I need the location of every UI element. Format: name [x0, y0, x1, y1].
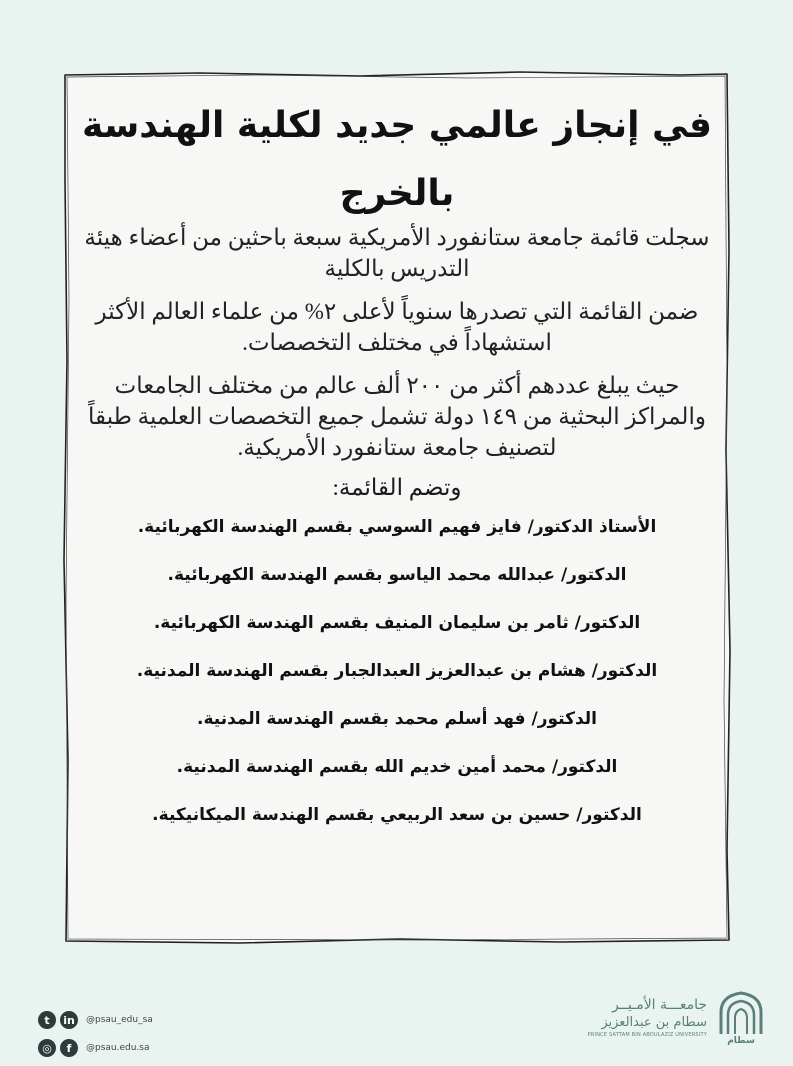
- page-title: [72, 92, 722, 228]
- paragraph-1: سجلت قائمة جامعة ستانفورد الأمريكية سبعة باحثين من أعضاء هيئة التدريس بالكلية: [84, 225, 710, 281]
- announcement-card: [72, 80, 722, 935]
- member-item: الدكتور/ حسين بن سعد الربيعي بقسم الهندسة الميكانيكية.: [152, 805, 642, 825]
- logo-text: [588, 996, 707, 1038]
- social-row-2: [38, 1038, 153, 1058]
- paragraph-3: حيث يبلغ عددهم أكثر من ٢٠٠ ألف عالم من مختلف الجامعات والمراكز البحثية من ١٤٩ دولة تشمل جميع التخصصات العلمية طبقاً لتصنيف جامعة ستانفورد الأمريكية.: [88, 373, 706, 460]
- member-item: الأستاذ الدكتور/ فايز فهيم السوسي بقسم الهندسة الكهربائية.: [137, 517, 657, 537]
- logo-line-3: PRINCE SATTAM BIN ABDULAZIZ UNIVERSITY: [587, 1032, 707, 1038]
- member-item: الدكتور/ ثامر بن سليمان المنيف بقسم الهندسة الكهربائية.: [153, 613, 641, 633]
- university-logo: [585, 990, 765, 1046]
- university-emblem-icon: [717, 990, 765, 1046]
- social-row-1: [38, 1010, 153, 1030]
- logo-mark-text: سطام: [727, 1036, 755, 1046]
- logo-line-2: سطام بن عبدالعزيز: [601, 1015, 707, 1030]
- members-list: [72, 515, 722, 827]
- social-handle-2[interactable]: @psau.edu.sa: [86, 1043, 150, 1053]
- member-item: الدكتور/ عبدالله محمد الياسو بقسم الهندسة الكهربائية.: [167, 565, 627, 585]
- twitter-icon[interactable]: t: [38, 1011, 56, 1029]
- paragraph-2: ضمن القائمة التي تصدرها سنوياً لأعلى ٢% من علماء العالم الأكثر استشهاداً في مختلف التخصصات.: [95, 299, 699, 355]
- linkedin-icon[interactable]: in: [60, 1011, 78, 1029]
- title-line-2: بالخرج: [339, 173, 455, 214]
- member-item: الدكتور/ محمد أمين خديم الله بقسم الهندسة المدنية.: [176, 757, 618, 777]
- instagram-icon[interactable]: ◎: [38, 1039, 56, 1057]
- logo-line-1: جامعـــة الأمـيــر: [611, 997, 707, 1013]
- facebook-icon[interactable]: f: [60, 1039, 78, 1057]
- member-item: الدكتور/ فهد أسلم محمد بقسم الهندسة المدنية.: [197, 709, 597, 729]
- member-item: الدكتور/ هشام بن عبدالعزيز العبدالجبار بقسم الهندسة المدنية.: [136, 661, 658, 681]
- social-handle-1[interactable]: @psau_edu_sa: [86, 1015, 153, 1025]
- list-intro: وتضم القائمة:: [332, 475, 462, 500]
- title-line-1: في إنجاز عالمي جديد لكلية الهندسة: [82, 105, 712, 146]
